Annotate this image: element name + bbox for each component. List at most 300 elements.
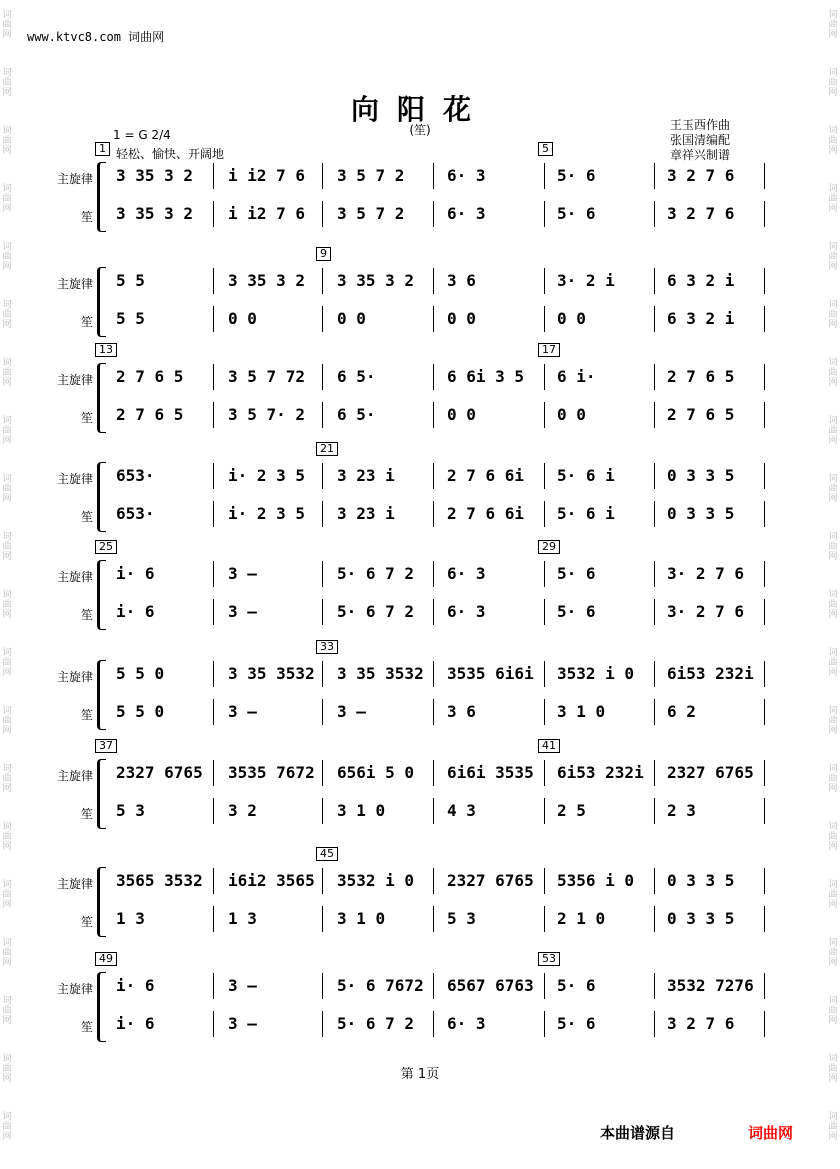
sheng-measure: 0 3 3 5 (667, 504, 735, 523)
watermark-text: 词曲网 (2, 1112, 12, 1142)
barline (213, 906, 214, 932)
barline (322, 561, 323, 587)
melody-measure: 2 7 6 5 (116, 367, 184, 386)
sheng-measure: 2 7 6 5 (667, 405, 735, 424)
melody-row-label: 主旋律 (56, 172, 93, 186)
melody-row-label: 主旋律 (56, 982, 93, 996)
barline (764, 268, 765, 294)
sheng-measure: 3 35 3 2 (116, 204, 194, 223)
barline (433, 364, 434, 390)
barline (654, 163, 655, 189)
melody-measure: 6· 3 (447, 166, 486, 185)
barline (213, 599, 214, 625)
barline (654, 661, 655, 687)
sheng-measure: 5 5 (116, 309, 145, 328)
melody-measure: 6567 6763 (447, 976, 534, 995)
measure-number: 29 (538, 540, 560, 554)
sheng-measure: 5· 6 (557, 204, 596, 223)
barline (764, 661, 765, 687)
barline (764, 760, 765, 786)
barline (322, 699, 323, 725)
barline (213, 561, 214, 587)
sheng-measure: 3 1 0 (337, 909, 386, 928)
melody-measure: 2327 6765 (116, 763, 203, 782)
measure-number: 25 (95, 540, 117, 554)
measure-number: 53 (538, 952, 560, 966)
sheng-row-label: 笙 (80, 315, 93, 329)
barline (433, 163, 434, 189)
melody-measure: 5· 6 (557, 976, 596, 995)
barline (764, 699, 765, 725)
sheng-measure: 4 3 (447, 801, 476, 820)
barline (433, 1011, 434, 1037)
watermark-text: 词曲网 (828, 996, 838, 1026)
melody-measure: i· 2 3 5 (228, 466, 306, 485)
barline (544, 798, 545, 824)
barline (764, 402, 765, 428)
barline (433, 661, 434, 687)
barline (654, 973, 655, 999)
sheng-row-label: 笙 (80, 807, 93, 821)
barline (544, 201, 545, 227)
barline (654, 306, 655, 332)
watermark-text: 词曲网 (828, 938, 838, 968)
melody-measure: 3 5 7 72 (228, 367, 306, 386)
melody-measure: 3535 7672 (228, 763, 315, 782)
page-number: 第 1页 (400, 1067, 440, 1082)
watermark-text: 词曲网 (2, 184, 12, 214)
melody-measure: 5· 6 i (557, 466, 615, 485)
sheng-measure: 5 3 (116, 801, 145, 820)
watermark-text: 词曲网 (2, 764, 12, 794)
barline (322, 599, 323, 625)
melody-measure: 2327 6765 (447, 871, 534, 890)
barline (544, 306, 545, 332)
barline (433, 201, 434, 227)
barline (213, 661, 214, 687)
melody-measure: 0 3 3 5 (667, 871, 735, 890)
barline (544, 699, 545, 725)
watermark-text: 词曲网 (2, 10, 12, 40)
barline (544, 868, 545, 894)
system-brace (97, 462, 106, 532)
barline (654, 501, 655, 527)
melody-measure: 3 – (228, 564, 257, 583)
barline (433, 906, 434, 932)
measure-number: 37 (95, 739, 117, 753)
barline (654, 868, 655, 894)
sheng-measure: 3 – (228, 702, 257, 721)
barline (213, 163, 214, 189)
sheng-measure: 3 23 i (337, 504, 395, 523)
sheng-measure: 6· 3 (447, 204, 486, 223)
barline (544, 661, 545, 687)
sheng-measure: 5· 6 7 2 (337, 1014, 415, 1033)
sheng-measure: 3 5 7· 2 (228, 405, 306, 424)
sheng-row-label: 笙 (80, 411, 93, 425)
sheng-measure: 3 1 0 (337, 801, 386, 820)
measure-number: 9 (316, 247, 331, 261)
watermark-text: 词曲网 (2, 68, 12, 98)
melody-measure: 3 35 3532 (337, 664, 424, 683)
melody-measure: 656i 5 0 (337, 763, 415, 782)
barline (654, 268, 655, 294)
system-brace (97, 759, 106, 829)
barline (213, 402, 214, 428)
barline (213, 463, 214, 489)
melody-row-label: 主旋律 (56, 769, 93, 783)
melody-row-label: 主旋律 (56, 373, 93, 387)
melody-row-label: 主旋律 (56, 472, 93, 486)
barline (433, 699, 434, 725)
melody-measure: 3 23 i (337, 466, 395, 485)
barline (322, 268, 323, 294)
sheng-measure: 6· 3 (447, 602, 486, 621)
barline (213, 364, 214, 390)
credit-arranger: 张国清编配 (670, 133, 731, 147)
watermark-text: 词曲网 (2, 706, 12, 736)
barline (433, 599, 434, 625)
melody-measure: 3532 i 0 (337, 871, 415, 890)
sheng-measure: 6· 3 (447, 1014, 486, 1033)
barline (654, 364, 655, 390)
sheng-row-label: 笙 (80, 608, 93, 622)
sheng-measure: i· 6 (116, 602, 155, 621)
sheng-measure: 2 7 6 6i (447, 504, 525, 523)
watermark-text: 词曲网 (2, 300, 12, 330)
measure-number: 17 (538, 343, 560, 357)
watermark-text: 词曲网 (2, 822, 12, 852)
key-signature: 1 = G 2/4 (113, 128, 171, 142)
sheng-measure: 3 2 7 6 (667, 204, 735, 223)
melody-measure: i i2 7 6 (228, 166, 306, 185)
barline (213, 268, 214, 294)
melody-measure: 5· 6 (557, 166, 596, 185)
barline (764, 306, 765, 332)
barline (654, 463, 655, 489)
sheng-measure: 3 5 7 2 (337, 204, 405, 223)
barline (544, 402, 545, 428)
barline (764, 463, 765, 489)
barline (433, 798, 434, 824)
barline (322, 661, 323, 687)
measure-number: 41 (538, 739, 560, 753)
melody-measure: 2 7 6 6i (447, 466, 525, 485)
system-brace (97, 162, 106, 232)
barline (213, 760, 214, 786)
sheng-measure: 0 0 (447, 309, 476, 328)
barline (322, 973, 323, 999)
barline (433, 561, 434, 587)
barline (433, 760, 434, 786)
melody-measure: 5 5 (116, 271, 145, 290)
barline (654, 906, 655, 932)
sheng-measure: 0 0 (447, 405, 476, 424)
barline (544, 463, 545, 489)
watermark-text: 词曲网 (2, 474, 12, 504)
barline (544, 906, 545, 932)
barline (433, 973, 434, 999)
barline (764, 561, 765, 587)
watermark-text: 词曲网 (2, 590, 12, 620)
barline (433, 402, 434, 428)
barline (654, 1011, 655, 1037)
watermark-text: 词曲网 (828, 1112, 838, 1142)
watermark-text: 词曲网 (2, 358, 12, 388)
barline (544, 599, 545, 625)
barline (322, 798, 323, 824)
sheng-measure: 0 0 (557, 405, 586, 424)
sheng-measure: 5 5 0 (116, 702, 165, 721)
melody-measure: 3532 i 0 (557, 664, 635, 683)
barline (322, 402, 323, 428)
melody-row-label: 主旋律 (56, 877, 93, 891)
measure-number: 1 (95, 142, 110, 156)
sheng-measure: 0 0 (557, 309, 586, 328)
measure-number: 21 (316, 442, 338, 456)
melody-measure: 5· 6 (557, 564, 596, 583)
watermark-text: 词曲网 (2, 242, 12, 272)
sheng-measure: 2 5 (557, 801, 586, 820)
melody-measure: i· 6 (116, 564, 155, 583)
barline (322, 1011, 323, 1037)
barline (322, 201, 323, 227)
melody-measure: 6i53 232i (557, 763, 644, 782)
sheng-measure: 5· 6 (557, 602, 596, 621)
barline (764, 1011, 765, 1037)
melody-measure: 2327 6765 (667, 763, 754, 782)
barline (764, 599, 765, 625)
barline (654, 402, 655, 428)
sheng-measure: 5· 6 7 2 (337, 602, 415, 621)
tempo-marking: 轻松、愉快、开阔地 (116, 147, 225, 161)
melody-measure: 3 35 3532 (228, 664, 315, 683)
barline (213, 501, 214, 527)
barline (213, 306, 214, 332)
melody-measure: 3· 2 i (557, 271, 615, 290)
melody-measure: i6i2 3565 (228, 871, 315, 890)
credit-transcriber: 章祥兴制谱 (670, 148, 731, 162)
barline (654, 699, 655, 725)
song-title: 向阳花 (350, 93, 489, 126)
barline (764, 364, 765, 390)
sheng-measure: 5· 6 i (557, 504, 615, 523)
measure-number: 13 (95, 343, 117, 357)
barline (544, 268, 545, 294)
score-system (0, 343, 840, 446)
watermark-text: 词曲网 (2, 1054, 12, 1084)
score-system (0, 847, 840, 950)
barline (213, 201, 214, 227)
barline (654, 760, 655, 786)
melody-row-label: 主旋律 (56, 670, 93, 684)
sheng-measure: 0 3 3 5 (667, 909, 735, 928)
barline (764, 906, 765, 932)
sheng-measure: 653· (116, 504, 155, 523)
melody-measure: 653· (116, 466, 155, 485)
sheng-row-label: 笙 (80, 915, 93, 929)
sheng-measure: 6 5· (337, 405, 376, 424)
sheng-measure: i· 2 3 5 (228, 504, 306, 523)
barline (322, 760, 323, 786)
sheng-measure: 3 2 (228, 801, 257, 820)
barline (322, 868, 323, 894)
barline (544, 973, 545, 999)
barline (213, 1011, 214, 1037)
melody-measure: 3· 2 7 6 (667, 564, 745, 583)
watermark-text: 词曲网 (828, 880, 838, 910)
score-system (0, 640, 840, 743)
barline (213, 973, 214, 999)
system-brace (97, 660, 106, 730)
barline (764, 868, 765, 894)
watermark-text: 词曲网 (828, 358, 838, 388)
melody-measure: 2 7 6 5 (667, 367, 735, 386)
barline (764, 163, 765, 189)
sheng-measure: i i2 7 6 (228, 204, 306, 223)
barline (654, 201, 655, 227)
watermark-text: 词曲网 (828, 184, 838, 214)
watermark-text: 词曲网 (828, 416, 838, 446)
melody-measure: 3 – (228, 976, 257, 995)
watermark-text: 词曲网 (2, 416, 12, 446)
sheng-measure: 5 3 (447, 909, 476, 928)
melody-measure: 6i53 232i (667, 664, 754, 683)
sheng-row-label: 笙 (80, 1020, 93, 1034)
sheng-measure: 3· 2 7 6 (667, 602, 745, 621)
watermark-text: 词曲网 (2, 648, 12, 678)
watermark-text: 词曲网 (828, 648, 838, 678)
melody-measure: 3 35 3 2 (228, 271, 306, 290)
source-label: 本曲谱源自 (600, 1124, 676, 1142)
barline (654, 798, 655, 824)
melody-measure: 5· 6 7672 (337, 976, 424, 995)
melody-measure: 5356 i 0 (557, 871, 635, 890)
melody-measure: 3 35 3 2 (116, 166, 194, 185)
watermark-text: 词曲网 (828, 474, 838, 504)
melody-measure: 3532 7276 (667, 976, 754, 995)
melody-measure: 6 5· (337, 367, 376, 386)
watermark-text: 词曲网 (828, 1054, 838, 1084)
watermark-text: 词曲网 (828, 822, 838, 852)
sheng-measure: 5· 6 (557, 1014, 596, 1033)
melody-measure: 0 3 3 5 (667, 466, 735, 485)
measure-number: 5 (538, 142, 553, 156)
watermark-text: 词曲网 (828, 126, 838, 156)
sheng-measure: 1 3 (228, 909, 257, 928)
watermark-text: 词曲网 (828, 68, 838, 98)
system-brace (97, 972, 106, 1042)
sheng-measure: 1 3 (116, 909, 145, 928)
watermark-text: 词曲网 (828, 300, 838, 330)
barline (544, 364, 545, 390)
barline (433, 268, 434, 294)
melody-measure: 3 35 3 2 (337, 271, 415, 290)
sheng-measure: 2 3 (667, 801, 696, 820)
melody-measure: 5· 6 7 2 (337, 564, 415, 583)
sheng-measure: 2 7 6 5 (116, 405, 184, 424)
sheng-measure: i· 6 (116, 1014, 155, 1033)
barline (544, 163, 545, 189)
barline (213, 798, 214, 824)
melody-row-label: 主旋律 (56, 277, 93, 291)
watermark-text: 词曲网 (2, 126, 12, 156)
barline (213, 699, 214, 725)
system-brace (97, 363, 106, 433)
melody-measure: 3 6 (447, 271, 476, 290)
score-system (0, 442, 840, 545)
melody-measure: 3 5 7 2 (337, 166, 405, 185)
measure-number: 49 (95, 952, 117, 966)
barline (544, 1011, 545, 1037)
melody-measure: 5 5 0 (116, 664, 165, 683)
sheng-measure: 3 – (337, 702, 366, 721)
barline (544, 501, 545, 527)
melody-measure: i· 6 (116, 976, 155, 995)
system-brace (97, 560, 106, 630)
sheng-row-label: 笙 (80, 510, 93, 524)
watermark-text: 词曲网 (2, 938, 12, 968)
source-brand: 词曲网 (748, 1124, 794, 1142)
measure-number: 33 (316, 640, 338, 654)
barline (764, 973, 765, 999)
barline (764, 798, 765, 824)
credit-composer: 王玉西作曲 (670, 118, 731, 132)
sheng-measure: 3 – (228, 1014, 257, 1033)
watermark-text: 词曲网 (828, 590, 838, 620)
watermark-text: 词曲网 (2, 880, 12, 910)
melody-measure: 3565 3532 (116, 871, 203, 890)
instrument-subtitle: (笙) (409, 123, 431, 137)
barline (544, 561, 545, 587)
measure-number: 45 (316, 847, 338, 861)
melody-row-label: 主旋律 (56, 570, 93, 584)
melody-measure: 3 2 7 6 (667, 166, 735, 185)
barline (322, 163, 323, 189)
barline (322, 306, 323, 332)
barline (544, 760, 545, 786)
sheng-measure: 6 3 2 i (667, 309, 735, 328)
barline (433, 463, 434, 489)
sheng-measure: 0 0 (337, 309, 366, 328)
barline (322, 906, 323, 932)
site-url: www.ktvc8.com 词曲网 (27, 30, 165, 44)
watermark-text: 词曲网 (828, 10, 838, 40)
melody-measure: 6i6i 3535 (447, 763, 534, 782)
melody-measure: 6· 3 (447, 564, 486, 583)
barline (322, 501, 323, 527)
barline (654, 561, 655, 587)
melody-measure: 6 6i 3 5 (447, 367, 525, 386)
sheng-measure: 6 2 (667, 702, 696, 721)
sheng-measure: 2 1 0 (557, 909, 606, 928)
sheng-measure: 3 6 (447, 702, 476, 721)
watermark-text: 词曲网 (828, 764, 838, 794)
melody-measure: 6 i· (557, 367, 596, 386)
score-system (0, 739, 840, 842)
melody-measure: 3535 6i6i (447, 664, 534, 683)
barline (654, 599, 655, 625)
barline (213, 868, 214, 894)
watermark-text: 词曲网 (2, 532, 12, 562)
watermark-text: 词曲网 (828, 242, 838, 272)
barline (764, 201, 765, 227)
watermark-text: 词曲网 (2, 996, 12, 1026)
barline (433, 868, 434, 894)
credits (670, 118, 730, 163)
system-brace (97, 867, 106, 937)
sheng-measure: 3 1 0 (557, 702, 606, 721)
